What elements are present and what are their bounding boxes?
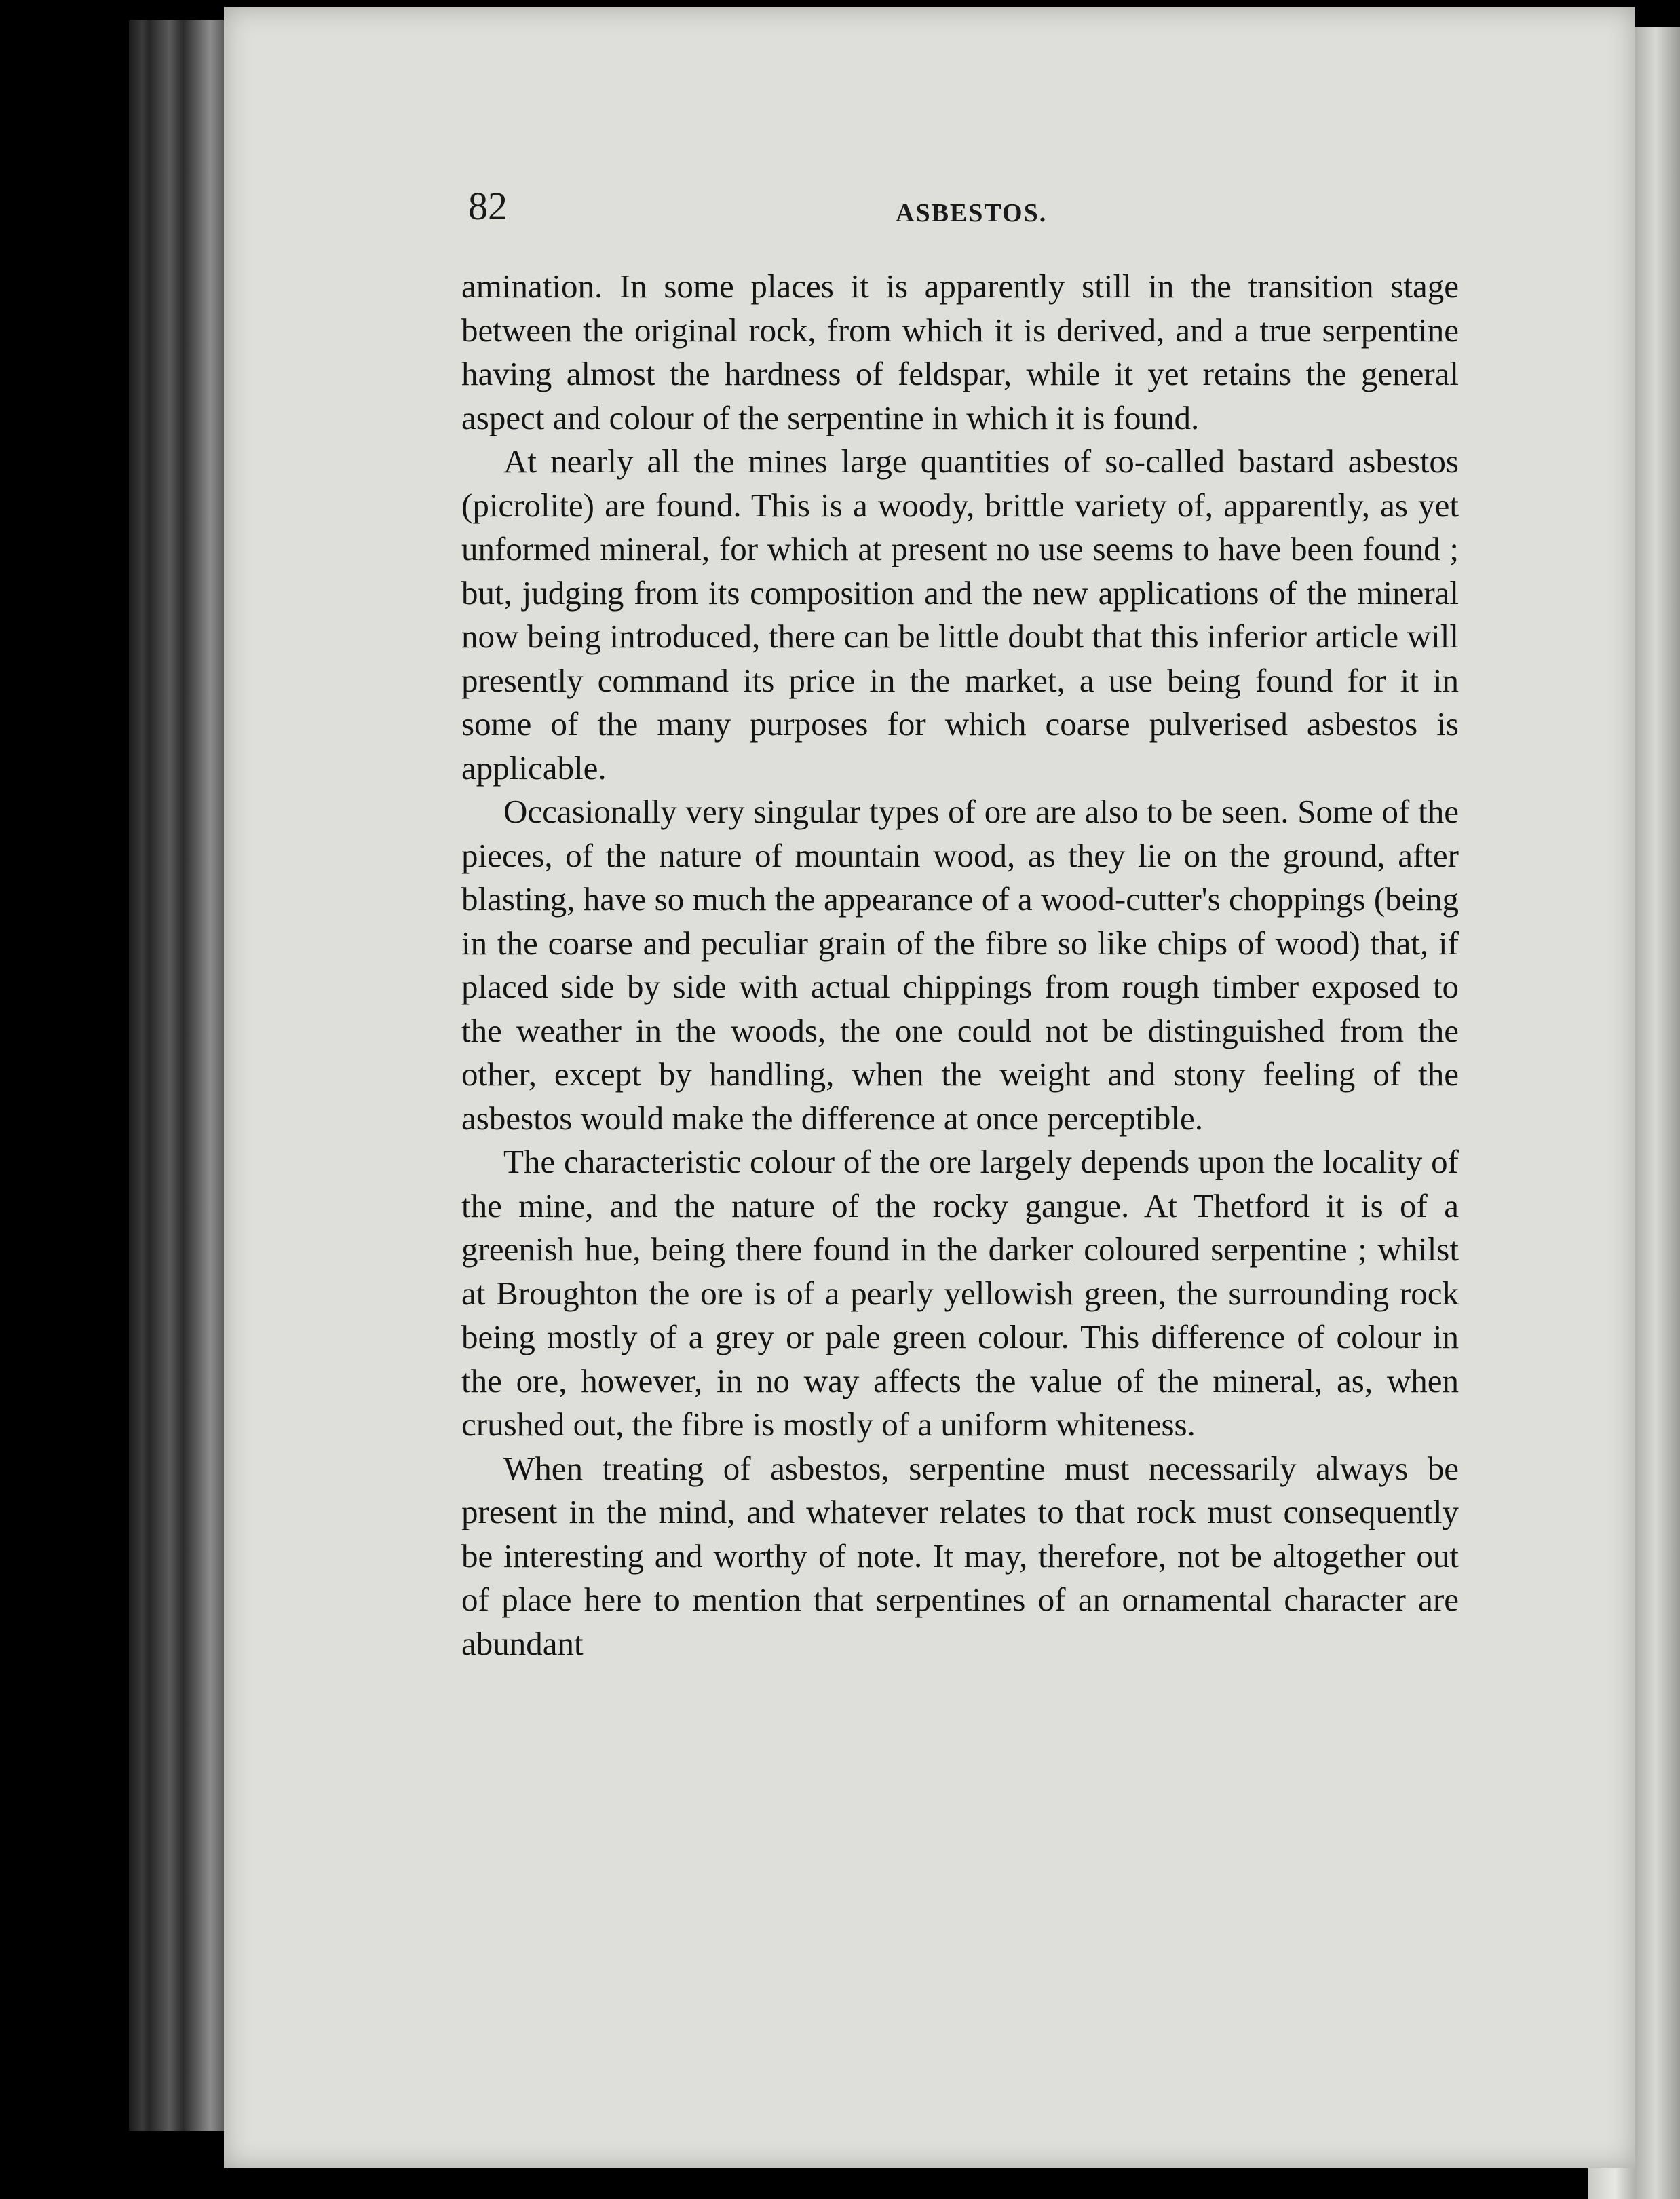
body-text xyxy=(461,265,1459,1666)
paragraph-2: At nearly all the mines large quantities of so-called bastard asbestos (picrolite) are found. This is a woody, brittle variety of, apparently, as yet unformed mineral, for which at present no use seems to have been found ; but, judging from its composition and the new applications of the mineral now being introduced, there can be little doubt that this inferior article will presently command its price in the market, a use being found for it in some of the many purposes for which coarse pulverised asbestos is applicable. xyxy=(461,443,1459,787)
paragraph-1: amination. In some places it is apparently still in the transition stage between the original rock, from which it is derived, and a true serpentine having almost the hardness of feldspar, while it yet retains the general aspect and colour of the serpentine in which it is found. xyxy=(461,267,1459,436)
page-number: 82 xyxy=(468,184,508,228)
running-title: ASBESTOS. xyxy=(896,199,1048,227)
paragraph-3: Occasionally very singular types of ore are also to be seen. Some of the pieces, of the nature of mountain wood, as they lie on the ground, after blasting, have so much the appearance of a wood-cutter's choppings (being in the coarse and peculiar grain of the fibre so like chips of wood) that, if placed side by side with actual chippings from rough timber exposed to the weather in the woods, the one could not be distinguished from the other, except by handling, when the weight and stony feeling of the asbestos would make the difference at once perceptible. xyxy=(461,793,1459,1137)
paragraph-4: The characteristic colour of the ore largely depends upon the locality of the mine, and the nature of the rocky gangue. At Thetford it is of a greenish hue, being there found in the darker coloured serpentine ; whilst at Broughton the ore is of a pearly yellowish green, the surrounding rock being mostly of a grey or pale green colour. This difference of colour in the ore, however, in no way affects the value of the mineral, as, when crushed out, the fibre is mostly of a uniform whiteness. xyxy=(461,1143,1459,1443)
page-header xyxy=(468,183,1452,238)
book-left-edge xyxy=(129,20,237,2131)
paragraph-5: When treating of asbestos, serpentine must necessarily always be present in the mind, and whatever relates to that rock must consequently be interesting and worthy of note. It may, therefore, not be altogether out of place here to mention that serpentines of an ornamental character are abundant xyxy=(461,1449,1459,1662)
